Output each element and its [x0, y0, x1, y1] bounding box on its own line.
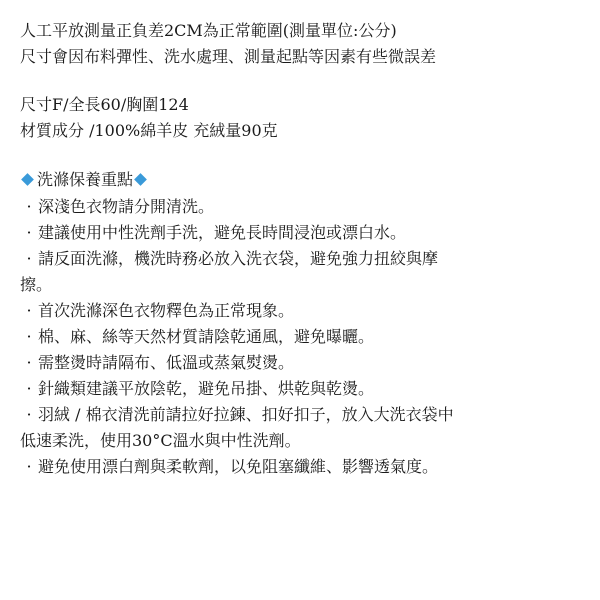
care-list-item-text: 避免使用漂白劑與柔軟劑，以免阻塞纖維、影響透氣度。 [38, 457, 439, 476]
bullet-dot-icon: · [26, 405, 32, 424]
care-list-item-text: 深淺色衣物請分開清洗。 [38, 197, 215, 216]
bullet-dot-icon: · [26, 379, 32, 398]
spacer [20, 70, 580, 92]
care-list-item [20, 246, 580, 272]
diamond-icon [134, 173, 147, 186]
bullet-dot-icon: · [26, 301, 32, 320]
care-list-item [20, 298, 580, 324]
bullet-dot-icon: · [26, 223, 32, 242]
care-list-item-continuation: 低速柔洗，使用30°C溫水與中性洗劑。 [20, 431, 301, 450]
care-list-item [20, 220, 580, 246]
bullet-dot-icon: · [26, 197, 32, 216]
care-list-item [20, 194, 580, 220]
diamond-icon [21, 173, 34, 186]
care-list-item-text: 首次洗滌深色衣物釋色為正常現象。 [38, 301, 295, 320]
spacer [20, 144, 580, 166]
bullet-dot-icon: · [26, 353, 32, 372]
measurement-note: 人工平放測量正負差2CM為正常範圍(測量單位:公分) [20, 21, 397, 40]
bullet-dot-icon: · [26, 457, 32, 476]
care-list-item [20, 324, 580, 350]
care-list-item-text: 棉、麻、絲等天然材質請陰乾通風，避免曝曬。 [38, 327, 375, 346]
care-list-item [20, 454, 580, 480]
care-heading [20, 166, 580, 194]
bullet-dot-icon: · [26, 249, 32, 268]
care-list-item-text: 針織類建議平放陰乾，避免吊掛、烘乾與乾燙。 [38, 379, 375, 398]
bullet-dot-icon: · [26, 327, 32, 346]
care-list [20, 194, 580, 480]
care-list-item-text: 需整燙時請隔布、低溫或蒸氣熨燙。 [38, 353, 295, 372]
size-spec: 尺寸F/全長60/胸圍124 [20, 95, 189, 114]
product-info-document [20, 18, 580, 480]
care-list-item-text: 建議使用中性洗劑手洗，避免長時間浸泡或漂白水。 [38, 223, 407, 242]
care-list-item-continuation: 擦。 [20, 275, 53, 294]
measurement-disclaimer: 尺寸會因布料彈性、洗水處理、測量起點等因素有些微誤差 [20, 47, 437, 66]
care-list-item [20, 402, 580, 428]
care-list-item [20, 350, 580, 376]
care-list-item [20, 376, 580, 402]
care-list-item-text: 請反面洗滌，機洗時務必放入洗衣袋，避免強力扭絞與摩 [38, 249, 439, 268]
material-spec: 材質成分 /100%綿羊皮 充絨量90克 [20, 121, 278, 140]
care-list-item-text: 羽絨 / 棉衣清洗前請拉好拉鍊、扣好扣子，放入大洗衣袋中 [38, 405, 454, 424]
care-heading-text: 洗滌保養重點 [37, 170, 134, 189]
